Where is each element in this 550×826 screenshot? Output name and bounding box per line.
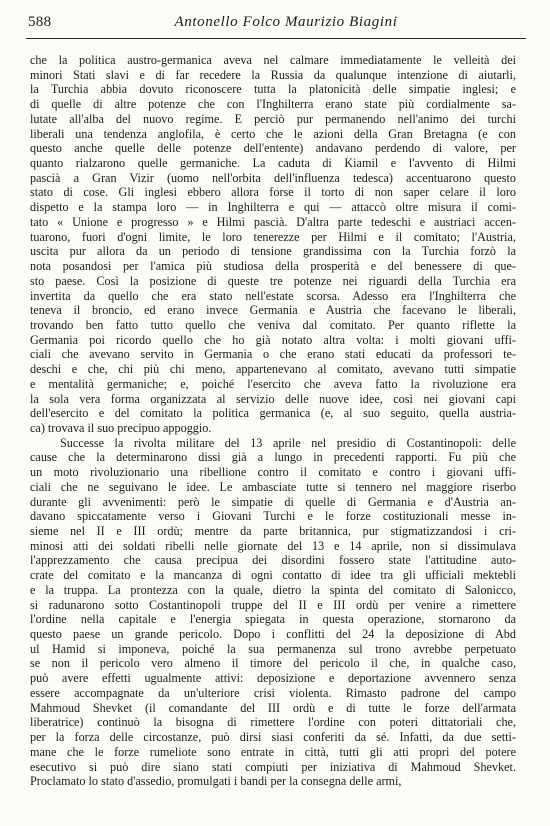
text-line: minosi atti dei soldati ribelli nelle giornate del 13 e 14 aprile, non si dissimulava (30, 538, 516, 553)
text-line: un moto rivoluzionario una ribellione contro il comitato e contro i giovani uffi- (30, 465, 516, 480)
page-number: 588 (28, 14, 52, 30)
text-line: quanto rialzarono quelle germaniche. La caduta di Kiamil e l'avvento di Hilmi (30, 156, 516, 171)
text-line: liberatrice) continuò la bisogna di rimettere l'ordine con poteri dittatoriali che, (30, 715, 516, 730)
text-line: di quelle di altre potenze che con l'Inghilterra erano state più cordialmente sa- (30, 97, 516, 112)
paragraph (30, 53, 516, 436)
text-line: essere accompagnate da un'ulteriore crisi violenta. Rimasto padrone del campo (30, 685, 516, 700)
text-line: esecutivo si può dire siano stati compiuti per iniziativa di Mahmoud Shevket. (30, 759, 516, 774)
text-line: sto paese. Così la posizione di queste tre potenze nei riguardi della Turchia era (30, 273, 516, 288)
text-line: si radunarono sotto Costantinopoli truppe del II e III ordù per venire a rimettere (30, 597, 516, 612)
text-line: Proclamato lo stato d'assedio, promulgati i bandi per la consegna delle armi, (30, 774, 402, 789)
text-line: ca) trovava il suo precipuo appoggio. (30, 420, 212, 435)
text-line: ul Hamid si imponeva, poiché la sua permanenza sul trono avrebbe perpetuato (30, 641, 516, 656)
text-line: Successe la rivolta militare del 13 aprile nel presidio di Costantinopoli: delle (60, 435, 516, 450)
text-line: ciali che avevano servito in Germania o che erano stati educati da professori te- (30, 347, 516, 362)
text-line: e mentalità germaniche; e, poiché l'esercito che aveva fatto la rivoluzione era (30, 376, 516, 391)
text-line: deschi e che, chi più chi meno, appartenevano al comitato, avevano tutti simpatie (30, 362, 516, 377)
text-line: la Turchia abbia dovuto riconoscere tutta la platonicità delle simpatie inglesi; e (30, 82, 516, 97)
text-line: che la politica austro-germanica aveva nel calmare immediatamente le velleità dei (30, 53, 516, 67)
text-line: ciali che ne seguivano le idee. Le ambasciate tutte si tennero nel maggiore riserbo (30, 479, 516, 494)
text-line: dell'esercito e del comitato la politica germanica (e, al suo seguito, quella austria- (30, 406, 516, 421)
text-line: pascià a Gran Vizir (uomo nell'orbita dell'influenza tedesca) accentuarono questo (30, 170, 516, 185)
text-line: la sola vera forma organizzata al servizio delle nuove idee, così nei giovani capi (30, 391, 516, 406)
text-line: mane che le forze rumeliote sono entrate in città, tutti gli atti propri del potere (30, 744, 516, 759)
text-line: durante gli avvenimenti: però le simpatie di quelle di Germania e d'Austria an- (30, 494, 516, 509)
running-title: Antonello Folco Maurizio Biagini (174, 14, 398, 30)
body-text (30, 53, 516, 789)
text-line: sieme nel II e III ordù; mentre da parte britannica, pur stigmatizzandosi i cri- (30, 524, 516, 538)
paragraph (30, 436, 516, 789)
text-line: tuarono, fuori d'ogni limite, le loro tenerezze per Hilmi e il comitato; l'Austria, (30, 229, 516, 244)
text-line: liberali una tendenza anglofila, è certo che le azioni della Gran Bretagna (e con (30, 126, 516, 141)
text-line: minori Stati slavi e di far recedere la Russia da qualunque intenzione di aiutarli, (30, 67, 516, 82)
text-line: trovando ben fatto tutto quello che veniva dal comitato. Per quanto riflette la (30, 317, 516, 332)
text-line: lutate all'alba del nuovo regime. E perciò pur permanendo nell'animo dei turchi (30, 111, 516, 126)
text-line: nota posandosi per l'amica più studiosa della prosperità e del benessere di que- (30, 259, 516, 274)
text-line: tato « Unione e progresso » e Hilmi pascià. D'altra parte tedeschi e austriaci accen- (30, 214, 516, 229)
text-line: per la forza delle circostanze, può dirsi siasi conferiti da sé. Infatti, da due setti- (30, 730, 516, 745)
text-line: uscita pur allora da un periodo di tensione grandissima con la Turchia forzò la (30, 244, 516, 259)
text-line: dispetto e la stampa loro — in Inghilterra e qui — attaccò oltre misura il comi- (30, 200, 516, 215)
page-header (26, 12, 526, 39)
text-line: davano spiccatamente verso i Giovani Turchi e le forze costituzionali messe in- (30, 509, 516, 524)
text-line: può avere effetti ugualmente attivi: deposizione e deportazione avvennero senza (30, 671, 516, 686)
text-line: invertita da quello che era stato nell'estate scorsa. Adesso era l'Inghilterra che (30, 288, 516, 303)
text-line: stato di cose. Gli inglesi ebbero allora forse il torto di non saper celare il loro (30, 185, 516, 200)
text-line: Germania poi ricordo quello che ho già notato altra volta: i molti giovani uffi- (30, 332, 516, 347)
text-line: questo paese un grande pericolo. Dopo i conflitti del 24 la deposizione di Abd (30, 627, 516, 642)
text-line: teneva il broncio, ed erano invece Germania e Austria che facevano le liberali, (30, 303, 516, 318)
text-line: se non il pericolo vero almeno il timore del pericolo il che, in qualche caso, (30, 656, 516, 671)
text-line: crate del comitato e la mancanza di ogni contatto di idee tra gli ufficiali mektebli (30, 568, 516, 583)
text-line: l'ordine nella capitale e l'energia spiegata in questa operazione, stornarono da (30, 612, 516, 627)
text-line: questo anche quelle delle potenze dell'entente) andavano perdendo di valore, per (30, 141, 516, 156)
text-line: Mahmoud Shevket (il comandante del III ordù e di tutte le forze dell'armata (30, 700, 516, 715)
text-line: e la truppa. La prontezza con la quale, dietro la spinta del comitato di Salonicco, (30, 582, 516, 597)
text-line: l'apprezzamento che causa precipua dei disordini fossero state l'attitudine auto- (30, 553, 516, 568)
text-line: cause che la determinarono dissi già a lungo in precedenti rapporti. Fu più che (30, 450, 516, 465)
